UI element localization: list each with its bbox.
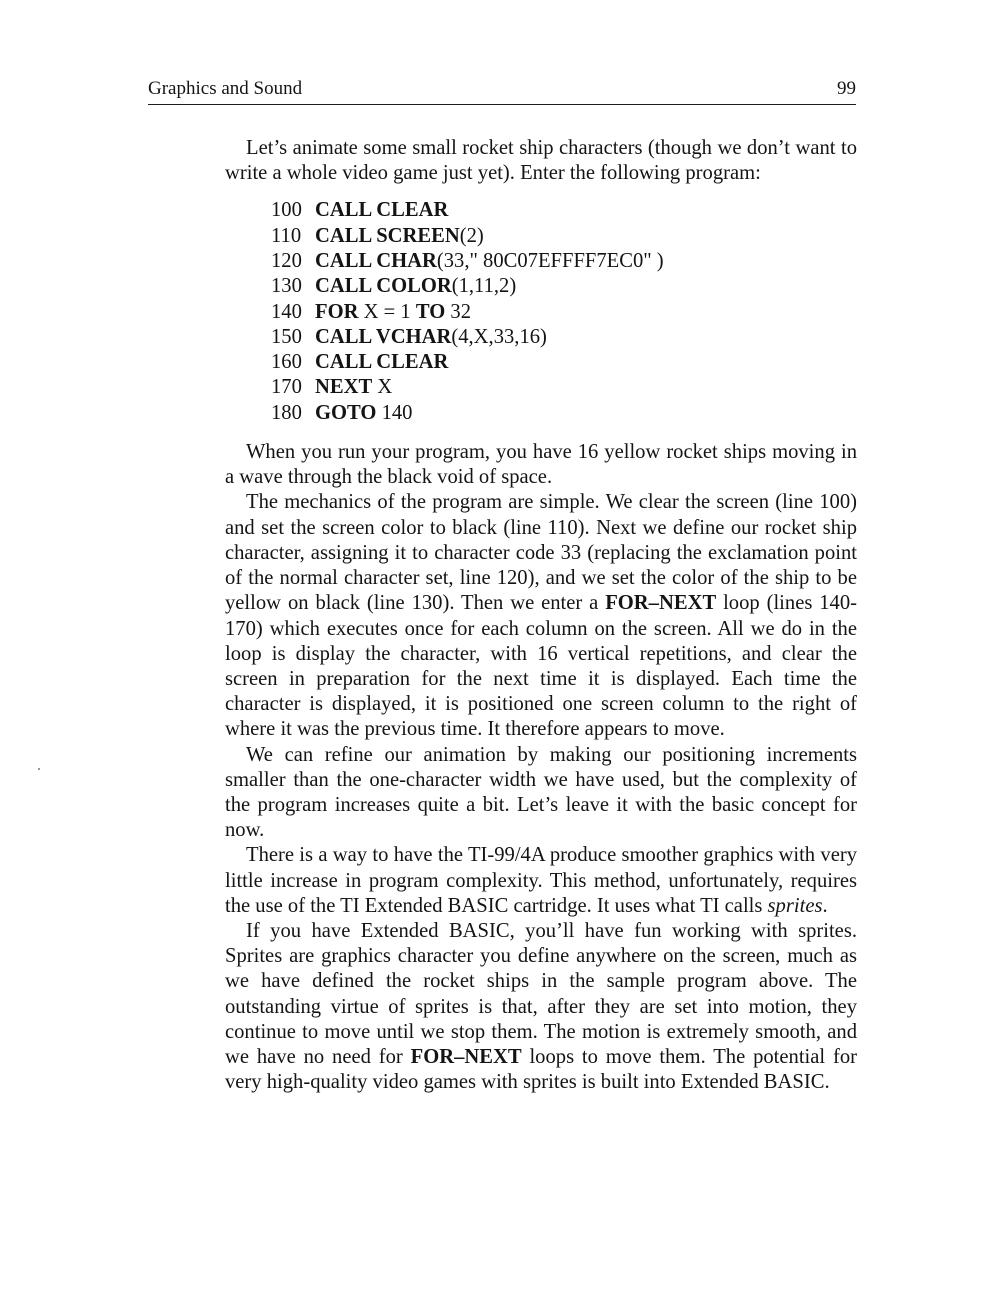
page-body bbox=[225, 136, 857, 1095]
paragraph-refine: We can refine our animation by making our positioning increments smaller than the one-character width we have used, but the complexity of the program increases quite a bit. Let’s leave it with the basic concept for now. bbox=[225, 743, 857, 842]
chapter-title: Graphics and Sound bbox=[148, 78, 303, 99]
arguments: (2) bbox=[459, 224, 484, 247]
keyword: CALL VCHAR bbox=[315, 325, 452, 348]
text-run: . bbox=[822, 894, 828, 917]
program-listing bbox=[271, 198, 857, 426]
program-line bbox=[271, 300, 857, 325]
keyword: CALL CLEAR bbox=[315, 199, 449, 222]
arguments: X = 1 bbox=[358, 300, 416, 323]
arguments: X bbox=[372, 376, 393, 399]
line-number: 100 bbox=[271, 199, 302, 222]
program-line bbox=[271, 375, 857, 400]
keyword: CALL COLOR bbox=[315, 275, 452, 298]
text-run: There is a way to have the TI-99/4A produce smoother graphics with very little increase in program complexity. This method, unfortunately, requires the use of the TI Extended BASIC cartridge. It uses what TI calls bbox=[225, 844, 857, 917]
arguments: (33," 80C07EFFFF7EC0" ) bbox=[436, 250, 664, 272]
arguments: (1,11,2) bbox=[451, 275, 517, 298]
keyword: FOR bbox=[315, 300, 359, 323]
line-number: 120 bbox=[271, 250, 302, 272]
line-number: 170 bbox=[271, 376, 302, 399]
keyword: CALL CHAR bbox=[315, 250, 437, 272]
paragraph-sprites bbox=[225, 919, 857, 1095]
line-number: 150 bbox=[271, 325, 302, 348]
keyword: CALL SCREEN bbox=[315, 224, 460, 247]
keyword: CALL CLEAR bbox=[315, 351, 449, 374]
paragraph-extended-basic bbox=[225, 843, 857, 919]
arguments: (4,X,33,16) bbox=[451, 325, 547, 348]
program-line bbox=[271, 249, 857, 274]
arguments-end: 32 bbox=[445, 300, 472, 323]
bold-keyword: FOR–NEXT bbox=[605, 592, 717, 615]
program-line bbox=[271, 325, 857, 350]
scan-speck bbox=[38, 768, 40, 770]
line-number: 180 bbox=[271, 401, 302, 424]
program-line bbox=[271, 274, 857, 299]
line-number: 130 bbox=[271, 275, 302, 298]
line-number: 160 bbox=[271, 351, 302, 374]
paragraph-mechanics bbox=[225, 490, 857, 742]
intro-paragraph: Let’s animate some small rocket ship characters (though we don’t want to write a whole video game just yet). Enter the following program: bbox=[225, 137, 857, 185]
running-header bbox=[148, 76, 856, 105]
page-number: 99 bbox=[837, 78, 856, 99]
text-run: The mechanics of the program are simple. We clear the screen (line 100) and set the screen color to black (line 110). Next we define our rocket ship character, assigning it to character code 33 (replacing the exclamation point of the normal character set, line 120), and we set the color of the ship to be yellow on black (line 130). Then we enter a bbox=[225, 491, 857, 615]
keyword-to: TO bbox=[415, 300, 446, 323]
line-number: 110 bbox=[271, 224, 302, 247]
italic-term: sprites bbox=[767, 894, 823, 917]
text-run: loops to move them. The potential for very high-quality video games with sprites is built into Extended BASIC. bbox=[225, 1045, 857, 1094]
program-line bbox=[271, 198, 857, 223]
text-run: If you have Extended BASIC, you’ll have fun working with sprites. Sprites are graphics character you define anywhere on the screen, much as we have defined the rocket ships in the sample program above. The outstanding virtue of sprites is that, after they are set into motion, they continue to move until we stop them. The motion is extremely smooth, and we have no need for bbox=[225, 919, 857, 1068]
text-run: loop (lines 140-170) which executes once for each column on the screen. All we do in the loop is display the character, with 16 vertical repetitions, and clear the screen in preparation for the next time it is displayed. Each time the character is displayed, it is positioned one screen column to the right of where it was the previous time. It therefore appears to move. bbox=[225, 592, 857, 741]
line-number: 140 bbox=[271, 300, 302, 323]
program-line bbox=[271, 224, 857, 249]
paragraph-result: When you run your program, you have 16 yellow rocket ships moving in a wave through the black void of space. bbox=[225, 441, 857, 489]
bold-keyword: FOR–NEXT bbox=[410, 1045, 522, 1068]
keyword: NEXT bbox=[315, 376, 373, 399]
keyword: GOTO bbox=[315, 401, 377, 424]
program-line bbox=[271, 401, 857, 426]
program-line bbox=[271, 350, 857, 375]
arguments: 140 bbox=[376, 401, 413, 424]
